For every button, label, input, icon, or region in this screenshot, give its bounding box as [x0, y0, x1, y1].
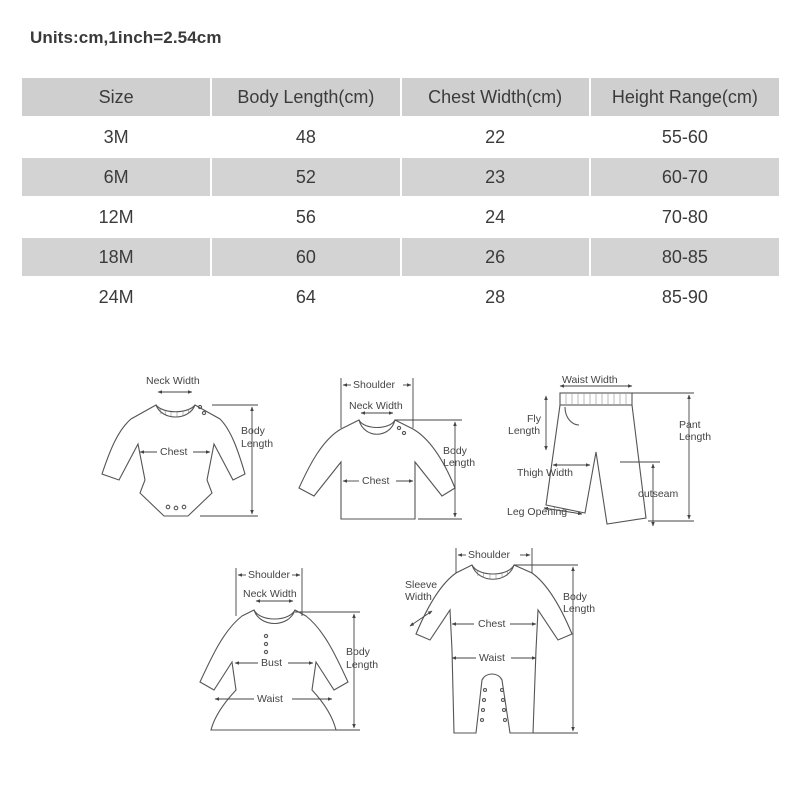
label-chest: Chest: [362, 475, 390, 487]
cell-chest-width: 28: [401, 277, 590, 316]
header-size: Size: [22, 78, 211, 117]
label-bust: Bust: [261, 657, 283, 669]
cell-body-length: 52: [211, 157, 400, 197]
snap-icon: [502, 699, 505, 702]
cell-height-range: 80-85: [590, 237, 779, 277]
label-waist: Waist: [479, 652, 505, 664]
label-fly: Fly: [527, 413, 541, 425]
cell-size: 6M: [22, 157, 211, 197]
cell-chest-width: 24: [401, 197, 590, 237]
units-note: Units:cm,1inch=2.54cm: [30, 28, 222, 47]
snap-icon: [482, 709, 485, 712]
label-pant: Pant: [679, 419, 701, 431]
bodysuit-collar: [156, 405, 195, 417]
cell-height-range: 55-60: [590, 117, 779, 157]
label-body: Body: [563, 591, 587, 603]
label-outseam: outseam: [638, 488, 679, 500]
label-shoulder: Shoulder: [353, 379, 396, 391]
header-body-length: Body Length(cm): [211, 78, 400, 117]
pants-diagram: [507, 374, 711, 526]
label-body: Body: [443, 445, 467, 457]
label-length: Length: [563, 603, 596, 615]
header-chest-width: Chest Width(cm): [401, 78, 590, 117]
label-chest: Chest: [478, 618, 506, 630]
cell-height-range: 85-90: [590, 277, 779, 316]
dress-outline: [200, 610, 348, 730]
label-thigh-width: Thigh Width: [517, 467, 574, 479]
label-shoulder: Shoulder: [468, 549, 511, 561]
cell-body-length: 56: [211, 197, 400, 237]
shirt-outline: [299, 420, 455, 519]
snap-icon: [504, 719, 507, 722]
snap-icon: [481, 719, 484, 722]
button-icon: [402, 431, 405, 434]
label-neck-width: Neck Width: [243, 588, 297, 600]
label-leg-opening: Leg Opening: [507, 506, 568, 518]
label-length: Length: [346, 659, 379, 671]
snap-icon: [483, 699, 486, 702]
snap-icon: [174, 506, 178, 510]
cell-height-range: 60-70: [590, 157, 779, 197]
button-icon: [397, 426, 400, 429]
label-pant-length: Length: [679, 431, 712, 443]
romper-outline: [416, 565, 572, 733]
dress-collar: [254, 610, 295, 624]
label-length: Length: [241, 438, 274, 450]
cell-size: 24M: [22, 277, 211, 316]
cell-chest-width: 23: [401, 157, 590, 197]
label-neck-width: Neck Width: [349, 400, 403, 412]
label-sleeve: Sleeve: [405, 579, 438, 591]
pants-pocket: [565, 407, 579, 425]
cell-height-range: 70-80: [590, 197, 779, 237]
snap-icon: [501, 689, 504, 692]
header-height-range: Height Range(cm): [590, 78, 779, 117]
waistband-ribbing: [566, 394, 626, 404]
label-length: Length: [443, 457, 476, 469]
shirt-diagram: [299, 378, 475, 519]
label-shoulder: Shoulder: [248, 569, 291, 581]
button-icon: [264, 634, 267, 637]
label-body: Body: [241, 425, 265, 437]
label-chest: Chest: [160, 446, 188, 458]
button-icon: [198, 405, 201, 408]
label-neck-width: Neck Width: [146, 375, 200, 387]
label-sleeve-width: Width: [405, 591, 432, 603]
cell-body-length: 48: [211, 117, 400, 157]
label-waist-width: Waist Width: [562, 374, 618, 386]
cell-size: 3M: [22, 117, 211, 157]
label-waist: Waist: [257, 693, 283, 705]
cell-body-length: 60: [211, 237, 400, 277]
snap-icon: [166, 505, 170, 509]
snap-icon: [503, 709, 506, 712]
cell-size: 12M: [22, 197, 211, 237]
snap-icon: [182, 505, 186, 509]
bodysuit-diagram: [102, 375, 273, 516]
button-icon: [264, 650, 267, 653]
button-icon: [202, 411, 205, 414]
dress-diagram: [200, 568, 378, 730]
snap-icon: [484, 689, 487, 692]
bodysuit-outline: [102, 405, 245, 516]
cell-chest-width: 22: [401, 117, 590, 157]
cell-body-length: 64: [211, 277, 400, 316]
label-body: Body: [346, 646, 370, 658]
cell-size: 18M: [22, 237, 211, 277]
button-icon: [264, 642, 267, 645]
label-fly-length: Length: [508, 425, 541, 437]
cell-chest-width: 26: [401, 237, 590, 277]
romper-diagram: [405, 548, 595, 733]
